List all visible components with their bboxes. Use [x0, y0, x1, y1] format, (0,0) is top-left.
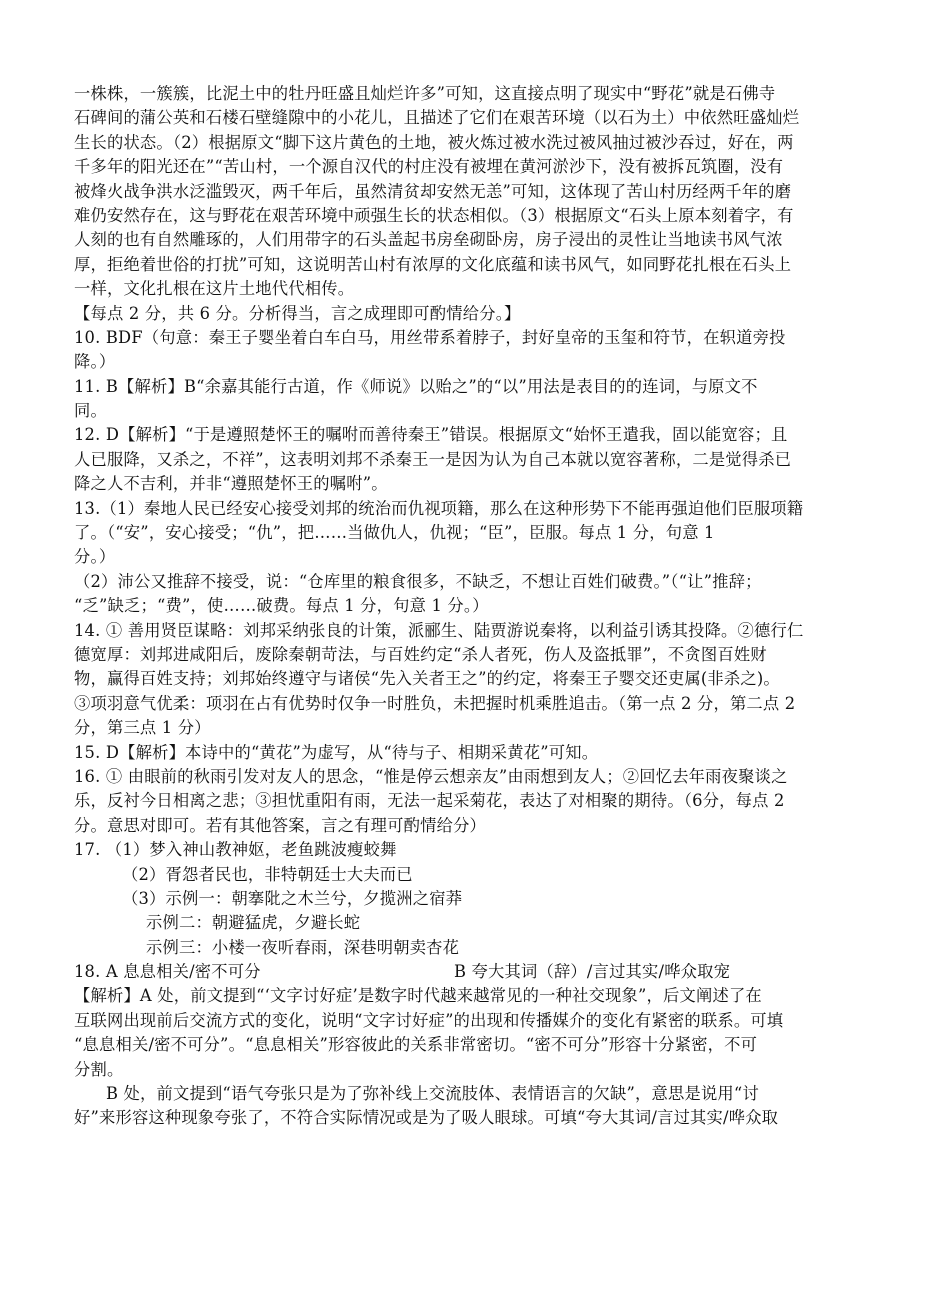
answer-17-item1: 17. （1）梦入神山教神妪，老鱼跳波瘦蛟舞 [74, 840, 397, 860]
text-line: 千多年的阳光还在”“苦山村，一个源自汉代的村庄没有被埋在黄河淤沙下，没有被拆瓦筑圈，没有 [74, 157, 784, 177]
answer-13: 13.（1）秦地人民已经安心接受刘邦的统治而仇视项籍，那么在这种形势下不能再强迫他们臣服项籍 [74, 498, 804, 518]
text-line: 被烽火战争洪水泛滥毁灭，两千年后，虽然清贫却安然无恙”可知，这体现了苦山村历经两千年的磨 [74, 181, 792, 201]
answer-18-analysis-b: B 处，前文提到“语气夸张只是为了弥补线上交流肢体、表情语言的欠缺”，意思是说用“讨 [106, 1084, 759, 1104]
answer-12-cont: 降之人不吉利，并非“遵照楚怀王的嘱咐”。 [74, 474, 388, 494]
answer-14-cont: 物，赢得百姓支持；刘邦始终遵守与诸侯“先入关者王之”的约定，将秦王子婴交还吏属(非杀之)。 [74, 669, 780, 689]
answer-14-cont: 分，第三点 1 分） [74, 718, 211, 738]
answer-14: 14. ① 善用贤臣谋略：刘邦采纳张良的计策，派郦生、陆贾游说秦将，以利益引诱其投降。②德行仁 [74, 620, 804, 640]
answer-13-cont: 了。（“安”，安心接受；“仇”，把……当做仇人，仇视；“臣”，臣服。每点 1 分，句意 1 [74, 523, 715, 543]
answer-18 [74, 960, 876, 1131]
answer-14-cont: ③项羽意气优柔：项羽在占有优势时仅争一时胜负，未把握时机乘胜追击。（第一点 2 分，第二点 2 [74, 693, 796, 713]
answer-10-cont: 降。） [74, 352, 116, 372]
answer-17-example2: 示例二：朝避猛虎，夕避长蛇 [146, 913, 361, 933]
answer-17-example3: 示例三：小楼一夜听春雨，深巷明朝卖杏花 [146, 937, 460, 957]
analysis-paragraph [74, 82, 876, 302]
answer-11: 11. B【解析】B“余嘉其能行古道，作《师说》以贻之”的“以”用法是表目的的连词，与原文不 [74, 376, 758, 396]
answer-16: 16. ① 由眼前的秋雨引发对友人的思念，“惟是停云想亲友”由雨想到友人；②回忆去年雨夜聚谈之 [74, 766, 788, 786]
answer-13-cont: 分。） [74, 547, 116, 567]
answer-12-cont: 人已服降，又杀之，不祥”，这表明刘邦不杀秦王一是因为认为自己本就以宽容著称，二是觉得杀已 [74, 449, 792, 469]
answer-18-analysis-b: 好”来形容这种现象夸张了，不符合实际情况或是为了吸人眼球。可填“夸大其词/言过其实/哗众取 [74, 1108, 779, 1128]
answer-17-item3: （3）示例一：朝搴阰之木兰兮，夕揽洲之宿莽 [122, 888, 463, 908]
answer-12: 12. D【解析】“于是遵照楚怀王的嘱咐而善待秦王”错误。根据原文“始怀王遣我，固以能宽容；且 [74, 425, 788, 445]
text-line: 厚，拒绝着世俗的打扰”可知，这说明苦山村有浓厚的文化底蕴和读书风气，如同野花扎根在石头上 [74, 254, 792, 274]
scoring-note: 【每点 2 分，共 6 分。分析得当，言之成理即可酌情给分。】 [74, 303, 521, 323]
answer-17 [74, 838, 876, 960]
answers-10-to-16 [74, 302, 876, 839]
answer-18-analysis: 互联网出现前后交流方式的变化，说明“文字讨好症”的出现和传播媒介的变化有紧密的联系。可填 [74, 1010, 784, 1030]
text-line: 一株株，一簇簇，比泥土中的牡丹旺盛且灿烂许多”可知，这直接点明了现实中“野花”就是石佛寺 [74, 84, 776, 103]
answer-14-cont: 德宽厚：刘邦进咸阳后，废除秦朝苛法，与百姓约定“杀人者死，伤人及盗抵罪”，不贪图百姓财 [74, 644, 767, 664]
answer-13-part2: （2）沛公又推辞不接受，说：“仓库里的粮食很多，不缺乏，不想让百姓们破费。”（“让”推辞； [74, 571, 762, 591]
text-line: 石碑间的蒲公英和石楼石壁缝隙中的小花儿，且描述了它们在艰苦环境（以石为土）中依然旺盛灿烂 [74, 108, 800, 128]
answer-18-a: 18. A 息息相关/密不可分 [74, 962, 261, 982]
answer-18-analysis: 【解析】A 处，前文提到“‘文字讨好症’是数字时代越来越常见的一种社交现象”，后文阐述了在 [74, 986, 762, 1006]
answer-13-part2-cont: “乏”缺乏；“费”，使……破费。每点 1 分，句意 1 分。） [74, 596, 489, 616]
answer-18-choices [74, 960, 876, 984]
answer-15: 15. D【解析】本诗中的“黄花”为虚写，从“待与子、相期采黄花”可知。 [74, 742, 599, 762]
answer-11-cont: 同。 [74, 401, 107, 421]
text-line: 生长的状态。（2）根据原文“脚下这片黄色的土地，被火炼过被水洗过被风抽过被沙吞过，好在，两 [74, 132, 794, 152]
answer-18-b: B 夸大其词（辞）/言过其实/哗众取宠 [454, 962, 731, 982]
answer-10: 10. BDF（句意：秦王子婴坐着白车白马，用丝带系着脖子，封好皇帝的玉玺和符节，在轵道旁投 [74, 327, 786, 347]
text-line: 人刻的也有自然雕琢的，人们用带字的石头盖起书房垒砌卧房，房子浸出的灵性让当地读书风气浓 [74, 230, 783, 250]
answer-18-analysis: “息息相关/密不可分”。“息息相关”形容彼此的关系非常密切。“密不可分”形容十分紧密，不可 [74, 1035, 758, 1055]
answer-18-analysis: 分割。 [74, 1059, 124, 1079]
answer-17-item2: （2）胥怨者民也，非特朝廷士大夫而已 [122, 864, 413, 884]
answer-16-cont: 分。意思对即可。若有其他答案，言之有理可酌情给分） [74, 815, 487, 835]
answer-16-cont: 乐，反衬今日相离之悲；③担忧重阳有雨，无法一起采菊花，表达了对相聚的期待。（6分，每点 2 [74, 791, 785, 811]
text-line: 一样，文化扎根在这片土地代代相传。 [74, 279, 355, 299]
text-line: 难仍安然存在，这与野花在艰苦环境中顽强生长的状态相似。（3）根据原文“石头上原本刻着字，有 [74, 205, 794, 225]
